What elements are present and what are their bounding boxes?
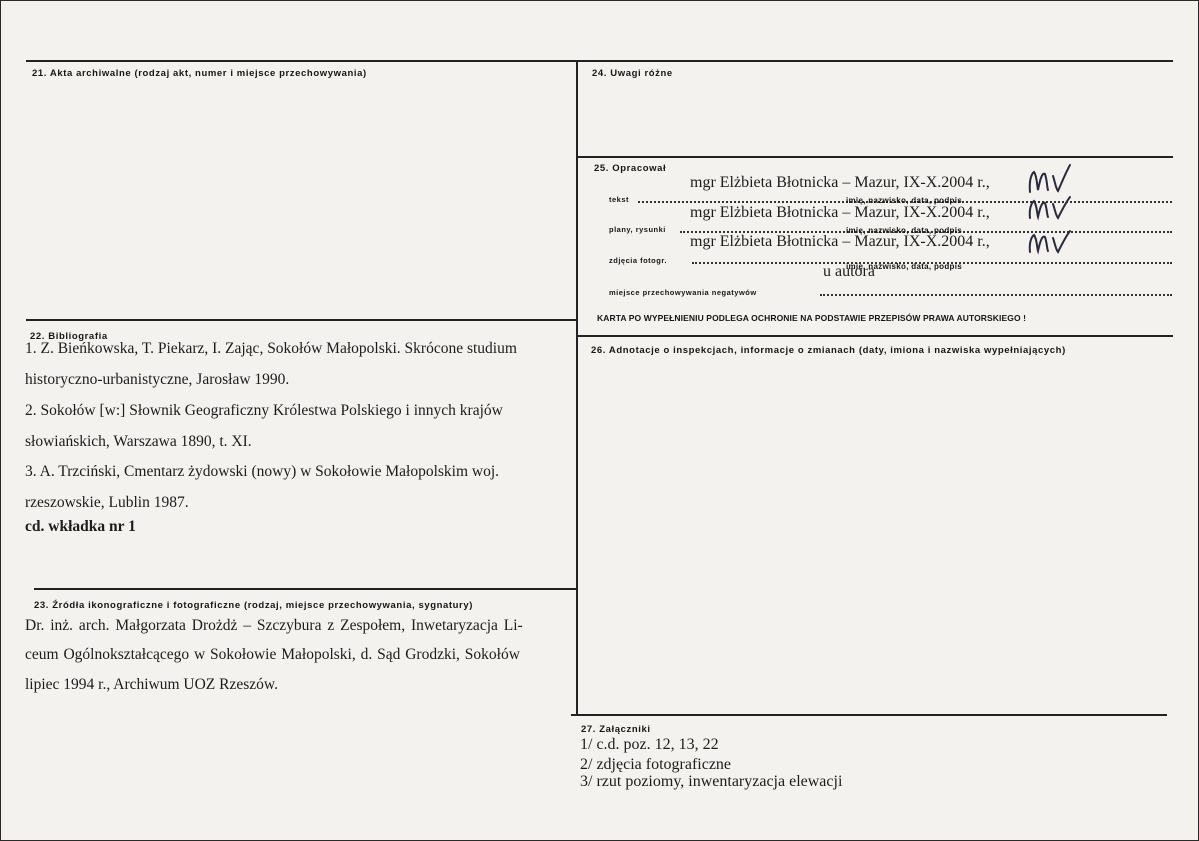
column-divider: [576, 60, 578, 716]
iconographic-source-line: lipiec 1994 r., Archiwum UOZ Rzeszów.: [25, 676, 278, 693]
bibliography-continued: cd. wkładka nr 1: [25, 518, 136, 535]
prepared-text-value: mgr Elżbieta Błotnicka – Mazur, IX-X.2004 r.,: [690, 174, 990, 191]
prepared-by-label: 25. Opracował: [594, 163, 667, 174]
bibliography-label: 22. Bibliografia: [30, 331, 108, 342]
attachment-item: 2/ zdjęcia fotograficzne: [580, 756, 732, 773]
prepared-plans-value: mgr Elżbieta Błotnicka – Mazur, IX-X.2004 r.,: [690, 204, 990, 221]
negatives-location-label: miejsce przechowywania negatywów: [609, 288, 757, 297]
iconographic-sources-label: 23. Źródła ikonograficzne i fotograficzne (rodzaj, miejsce przechowywania, sygnatury): [34, 600, 474, 611]
signature-mark-plans: [1025, 194, 1075, 224]
inspection-annotations-label: 26. Adnotacje o inspekcjach, informacje o zmianach (daty, imiona i nazwiska wypełniających): [591, 345, 1066, 356]
attachment-item: 3/ rzut poziomy, inwentaryzacja elewacji: [580, 773, 843, 790]
archival-records-label: 21. Akta archiwalne (rodzaj akt, numer i miejsce przechowywania): [32, 68, 367, 79]
signature-mark-text: [1025, 162, 1075, 198]
attachment-item-cut: [580, 773, 880, 790]
prepared-photos-key: zdjęcia fotogr.: [609, 256, 667, 265]
rule-25-26: [576, 335, 1173, 337]
signature-caption: imię, nazwisko, data, podpis: [846, 196, 962, 205]
bibliography-line: 2. Sokołów [w:] Słownik Geograficzny Królestwa Polskiego i innych krajów: [25, 402, 503, 419]
rule-22-23: [34, 588, 577, 590]
bibliography-line: rzeszowskie, Lublin 1987.: [25, 494, 189, 511]
iconographic-source-line: ceum Ogólnokształcącego w Sokołowie Małopolski, d. Sąd Grodzki, Sokołów: [25, 646, 520, 663]
prepared-photos-value: mgr Elżbieta Błotnicka – Mazur, IX-X.2004 r.,: [690, 233, 990, 250]
top-rule: [26, 60, 1173, 62]
rule-24-25: [576, 156, 1173, 158]
rule-26-27: [571, 714, 1167, 716]
remarks-label: 24. Uwagi różne: [592, 68, 673, 79]
negatives-location-value: u autora: [823, 263, 875, 280]
negatives-location-dots: [820, 294, 1172, 296]
prepared-plans-key: plany, rysunki: [609, 225, 666, 234]
copyright-notice: KARTA PO WYPEŁNIENIU PODLEGA OCHRONIE NA PODSTAWIE PRZEPISÓW PRAWA AUTORSKIEGO !: [597, 313, 1027, 323]
bibliography-line: 1. Z. Bieńkowska, T. Piekarz, I. Zając, Sokołów Małopolski. Skrócone studium: [25, 340, 517, 357]
signature-caption: imię, nazwisko, data, podpis: [846, 226, 962, 235]
signature-mark-photos: [1025, 228, 1075, 258]
attachments-label: 27. Załączniki: [581, 724, 651, 735]
rule-21-22: [26, 319, 577, 321]
bibliography-line: słowiańskich, Warszawa 1890, t. XI.: [25, 433, 252, 450]
attachment-item: 1/ c.d. poz. 12, 13, 22: [580, 736, 719, 753]
bibliography-line: historyczno-urbanistyczne, Jarosław 1990.: [25, 371, 290, 388]
bibliography-line: 3. A. Trzciński, Cmentarz żydowski (nowy) w Sokołowie Małopolskim woj.: [25, 463, 500, 480]
prepared-text-key: tekst: [609, 195, 630, 204]
iconographic-source-line: Dr. inż. arch. Małgorzata Drożdż – Szczybura z Zespołem, Inwetaryzacja Li-: [25, 617, 523, 634]
signature-caption: imię, nazwisko, data, podpis: [846, 262, 962, 271]
